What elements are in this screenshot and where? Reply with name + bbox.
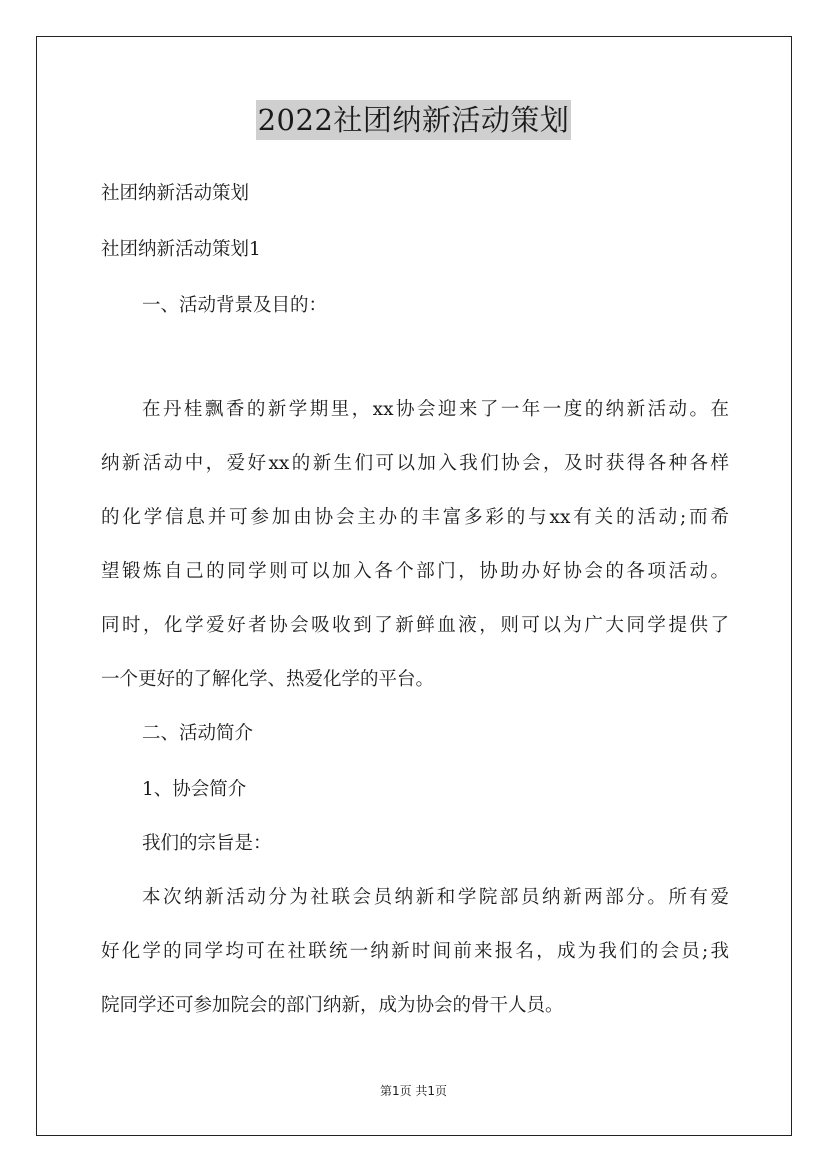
heading-intro: 二、活动简介 — [142, 723, 254, 744]
paragraph-line: 本次纳新活动分为社联会员纳新和学院部员纳新两部分。所有爱 — [142, 887, 729, 908]
paragraph-line: 的化学信息并可参加由协会主办的丰富多彩的与xx有关的活动;而希 — [101, 507, 729, 528]
subtitle: 社团纳新活动策划 — [101, 183, 250, 204]
document-title: 2022社团纳新活动策划 — [256, 100, 572, 140]
heading-background: 一、活动背景及目的： — [142, 295, 328, 316]
paragraph-background — [101, 397, 729, 721]
title-container — [0, 100, 827, 140]
paragraph-line: 院同学还可参加院会的部门纳新，成为协会的骨干人员。 — [101, 995, 564, 1016]
paragraph-line: 望锻炼自己的同学则可以加入各个部门，协助办好协会的各项活动。 — [101, 561, 729, 582]
aim-line: 我们的宗旨是： — [142, 833, 272, 854]
section-title: 社团纳新活动策划1 — [101, 239, 261, 260]
paragraph-line: 同时，化学爱好者协会吸收到了新鲜血液，则可以为广大同学提供了 — [101, 615, 729, 636]
paragraph-recruitment — [101, 885, 729, 1047]
heading-association-intro: 1、协会简介 — [142, 779, 247, 800]
paragraph-line: 一个更好的了解化学、热爱化学的平台。 — [101, 669, 435, 690]
paragraph-line: 纳新活动中，爱好xx的新生们可以加入我们协会，及时获得各种各样 — [101, 453, 729, 474]
page-footer: 第1页 共1页 — [379, 1084, 448, 1098]
paragraph-line: 在丹桂飘香的新学期里，xx协会迎来了一年一度的纳新活动。在 — [142, 399, 729, 420]
paragraph-line: 好化学的同学均可在社联统一纳新时间前来报名，成为我们的会员;我 — [101, 941, 729, 962]
